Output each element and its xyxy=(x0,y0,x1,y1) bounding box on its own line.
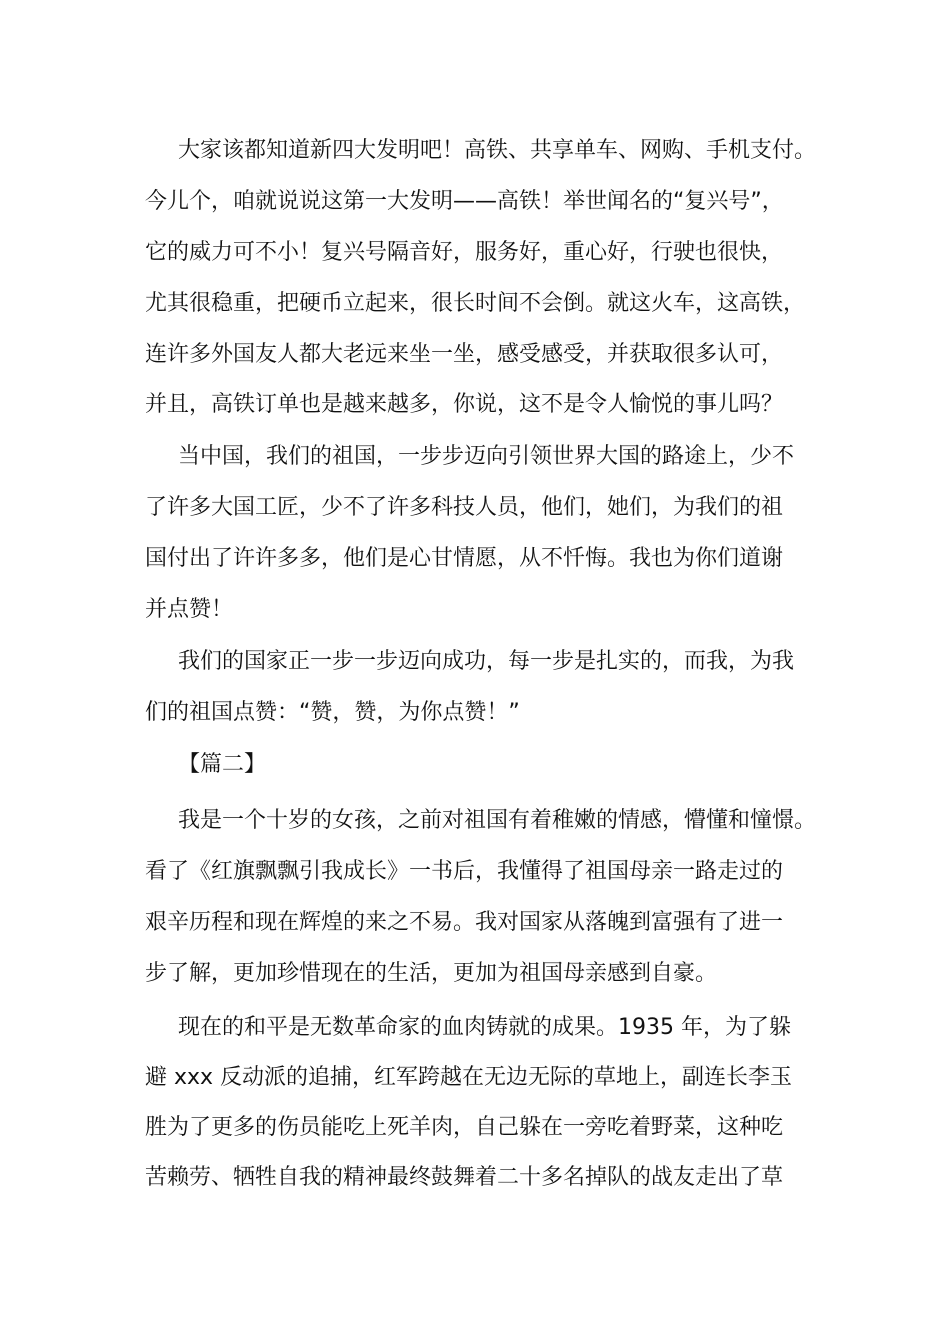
text-line: 步了解，更加珍惜现在的生活，更加为祖国母亲感到自豪。 xyxy=(145,961,718,986)
text-line: 胜为了更多的伤员能吃上死羊肉，自己躲在一旁吃着野菜，这种吃 xyxy=(145,1115,784,1140)
text-line: 看了《红旗飘飘引我成长》一书后，我懂得了祖国母亲一路走过的 xyxy=(145,859,784,884)
text-line: 苦赖劳、牺牲自我的精神最终鼓舞着二十多名掉队的战友走出了草 xyxy=(145,1165,784,1190)
text-line: 现在的和平是无数革命家的血肉铸就的成果。1935 年，为了躲 xyxy=(178,1015,791,1040)
text-line: 它的威力可不小！复兴号隔音好，服务好，重心好，行驶也很快， xyxy=(145,240,784,265)
text-line: 艰辛历程和现在辉煌的来之不易。我对国家从落魄到富强有了进一 xyxy=(145,910,784,935)
text-line: 国付出了许许多多，他们是心甘情愿，从不忏悔。我也为你们道谢 xyxy=(145,546,784,571)
text-line: 我是一个十岁的女孩，之前对祖国有着稚嫩的情感，懵懂和憧憬。 xyxy=(178,808,817,833)
text-line: 连许多外国友人都大老远来坐一坐，感受感受，并获取很多认可， xyxy=(145,342,784,367)
text-line: 大家该都知道新四大发明吧！高铁、共享单车、网购、手机支付。 xyxy=(178,138,817,163)
text-line: 我们的国家正一步一步迈向成功，每一步是扎实的，而我，为我 xyxy=(178,649,795,674)
text-line: 尤其很稳重，把硬币立起来，很长时间不会倒。就这火车，这高铁， xyxy=(145,291,806,316)
text-line: 并且，高铁订单也是越来越多，你说，这不是令人愉悦的事儿吗？ xyxy=(145,392,784,417)
text-line: 们的祖国点赞：“赞，赞，为你点赞！” xyxy=(145,700,520,725)
text-line: 并点赞！ xyxy=(145,597,234,622)
text-line: 避 xxx 反动派的追捕，红军跨越在无边无际的草地上，副连长李玉 xyxy=(145,1065,793,1090)
text-line: 当中国，我们的祖国，一步步迈向引领世界大国的路途上，少不 xyxy=(178,444,795,469)
text-line: 今儿个，咱就说说这第一大发明——高铁！举世闻名的“复兴号”， xyxy=(145,189,784,214)
text-line: 了许多大国工匠，少不了许多科技人员，他们，她们，为我们的祖 xyxy=(145,495,784,520)
section-heading: 【篇二】 xyxy=(178,752,267,777)
